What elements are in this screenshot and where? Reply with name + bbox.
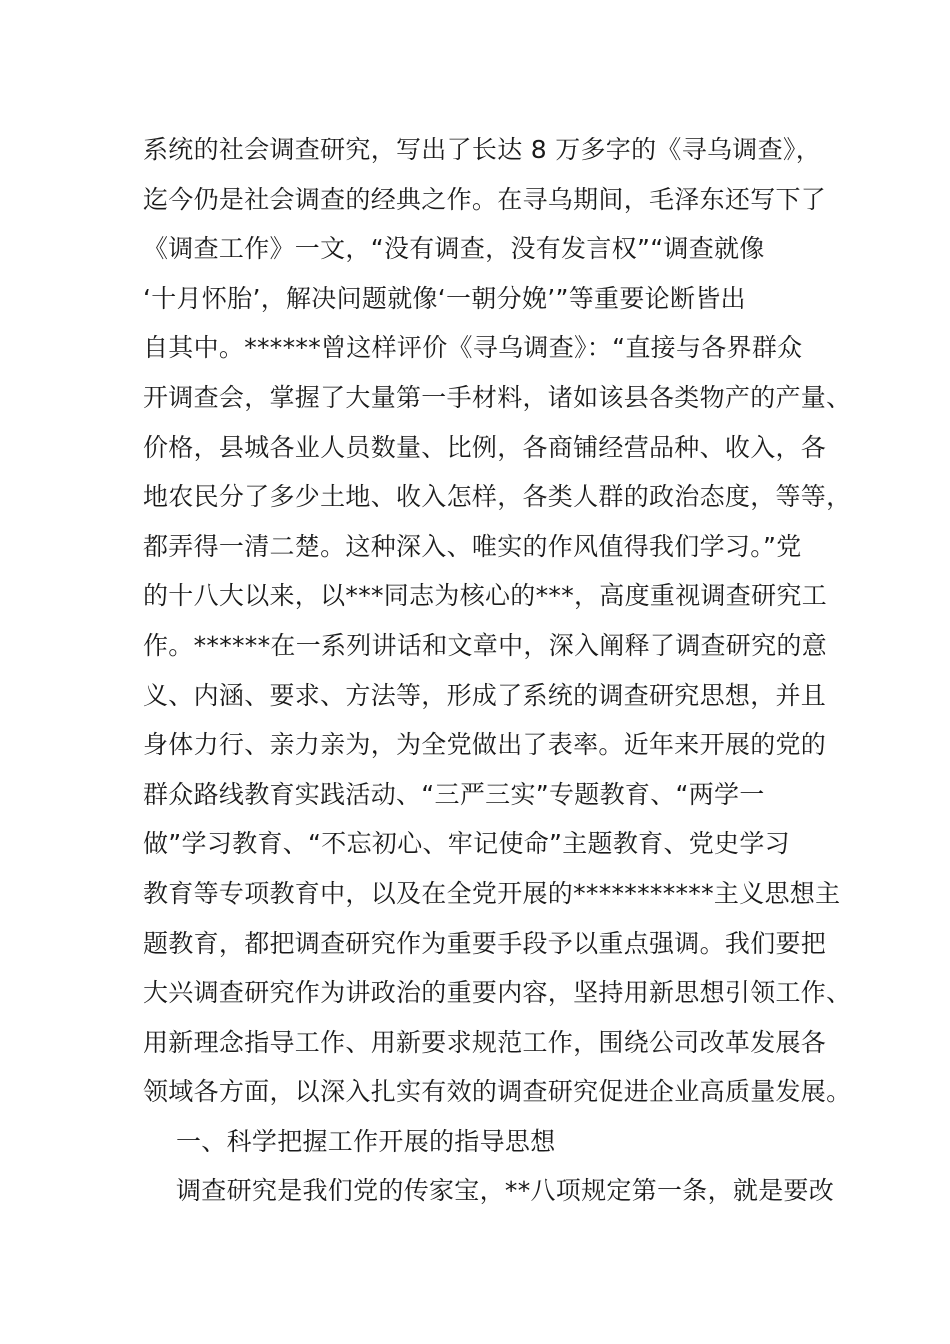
paragraph-line: 价格，县城各业人员数量、比例，各商铺经营品种、收入，各 — [143, 432, 827, 462]
paragraph-line: 群众路线教育实践活动、“三严三实”专题教育、“两学一 — [143, 779, 765, 809]
paragraph-line: 大兴调查研究作为讲政治的重要内容，坚持用新思想引领工作、 — [143, 978, 852, 1008]
paragraph-line: ‘十月怀胎’，解决问题就像‘一朝分娩’”等重要论断皆出 — [143, 283, 746, 313]
paragraph-line: 领域各方面，以深入扎实有效的调查研究促进企业高质量发展。 — [143, 1077, 852, 1107]
paragraph-line: 系统的社会调查研究，写出了长达 8 万多字的《寻乌调查》， — [143, 135, 822, 164]
body-text — [143, 125, 852, 1216]
paragraph-line: 调查研究是我们党的传家宝，**八项规定第一条，就是要改 — [176, 1176, 835, 1206]
paragraph-line: 《调查工作》一文，“没有调查，没有发言权”“调查就像 — [143, 234, 765, 264]
section-heading: 一、科学把握工作开展的指导思想 — [176, 1126, 556, 1156]
paragraph-line: 开调查会，掌握了大量第一手材料，诸如该县各类物产的产量、 — [143, 382, 852, 412]
paragraph-line: 题教育，都把调查研究作为重要手段予以重点强调。我们要把 — [143, 928, 827, 958]
paragraph-line: 的十八大以来，以***同志为核心的***，高度重视调查研究工 — [143, 581, 828, 611]
paragraph-line: 教育等专项教育中，以及在全党开展的***********主义思想主 — [143, 878, 841, 908]
paragraph-line: 做”学习教育、“不忘初心、牢记使命”主题教育、党史学习 — [143, 829, 790, 859]
paragraph-line: 义、内涵、要求、方法等，形成了系统的调查研究思想，并且 — [143, 680, 827, 710]
paragraph-line: 都弄得一清二楚。这种深入、唯实的作风值得我们学习。”党 — [143, 531, 802, 561]
paragraph-line: 身体力行、亲力亲为，为全党做出了表率。近年来开展的党的 — [143, 730, 827, 760]
paragraph-line: 自其中。******曾这样评价《寻乌调查》：“直接与各界群众 — [143, 333, 803, 363]
paragraph-line: 地农民分了多少土地、收入怎样，各类人群的政治态度，等等， — [143, 482, 852, 512]
paragraph-line: 作。******在一系列讲话和文章中，深入阐释了调查研究的意 — [143, 630, 828, 660]
paragraph-line: 用新理念指导工作、用新要求规范工作，围绕公司改革发展各 — [143, 1027, 827, 1057]
paragraph-line: 迄今仍是社会调查的经典之作。在寻乌期间，毛泽东还写下了 — [143, 184, 827, 214]
